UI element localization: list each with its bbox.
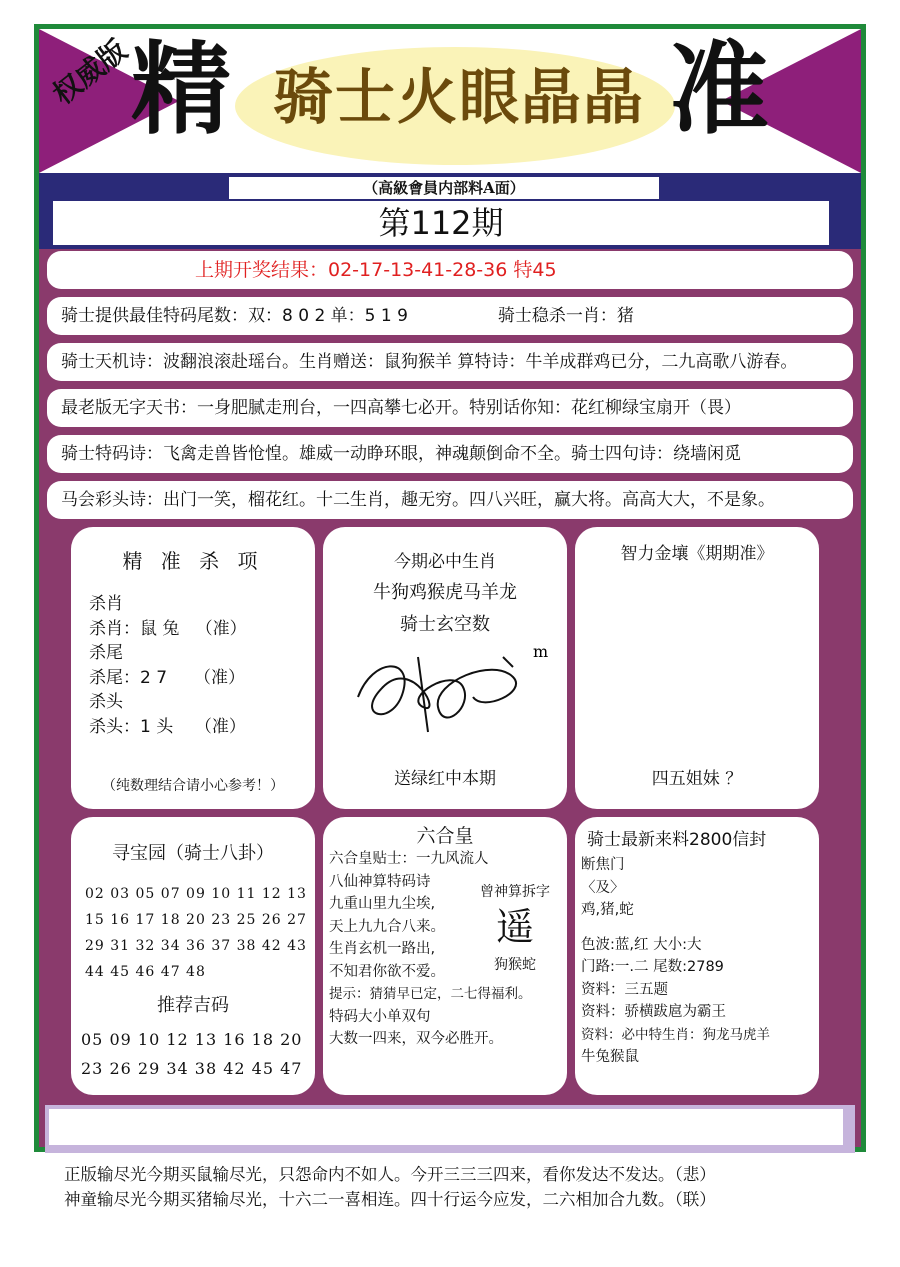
- latest-line: 资料：三五题: [581, 981, 668, 998]
- kill-one-zodiac: 骑士稳杀一肖：猪: [497, 306, 634, 326]
- xuankong-label: 骑士玄空数: [400, 614, 490, 635]
- latest-line: 牛兔猴鼠: [581, 1049, 639, 1065]
- liuhe-line: 特码大小单双句: [329, 1008, 431, 1025]
- recommend-numbers: 05 09 10 12 13 16 18 20 23 26 29 34 38 42 45 47: [81, 1030, 303, 1078]
- chaizi-panel: [469, 881, 561, 974]
- tail-numbers-row: [47, 297, 853, 335]
- latest-box: [575, 817, 819, 1095]
- liuhe-line: 不知君你欲不爱。: [329, 963, 445, 980]
- zhili-title: 智力金壤《期期准》: [620, 544, 774, 564]
- chaizi-char: 遥: [495, 905, 534, 949]
- latest-line: 色波:蓝,红 大小:大: [581, 936, 702, 953]
- latest-spacer: [575, 922, 819, 934]
- liuhe-line: 八仙神算特码诗: [329, 873, 431, 890]
- footer-line: 正版输尽光今期买鼠输尽光，只怨命内不如人。今开三三三四来，看你发达不发达。（悲）: [64, 1165, 716, 1184]
- recommend-title: 推荐吉码: [157, 995, 229, 1016]
- signature-scribble: [343, 637, 553, 737]
- xunbao-box: [71, 817, 315, 1095]
- liuhe-line: 大数一四来，双今必胜开。: [329, 1031, 503, 1047]
- xunbao-title: 寻宝园（骑士八卦）: [112, 843, 274, 864]
- latest-title: 骑士最新来料2800信封: [587, 830, 767, 850]
- subtitle: （高級會員内部料A面）: [229, 177, 659, 199]
- liuhe-line: 九重山里九尘埃,: [329, 896, 436, 912]
- liuhe-line: 生肖玄机一路出,: [329, 941, 436, 957]
- mahui-poem-row: 马会彩头诗：出门一笑，榴花红。十二生肖，趣无穷。四八兴旺，赢大将。高高大大，不是象。: [47, 481, 853, 519]
- bottom-empty-box: [45, 1105, 855, 1153]
- big-char-right: 准: [669, 30, 769, 148]
- liuhe-title: 六合皇: [416, 825, 474, 847]
- latest-line: 资料：必中特生肖：狗龙马虎羊: [581, 1026, 770, 1043]
- kill-line: 杀尾: [89, 643, 123, 663]
- kill-line: 杀尾：2 7 （准）: [89, 667, 246, 688]
- must-hit-zodiacs: 牛狗鸡猴虎马羊龙: [373, 582, 517, 603]
- big-char-left: 精: [131, 30, 231, 148]
- zhili-box: [575, 527, 819, 809]
- kill-line: 杀头：1 头 （准）: [89, 716, 246, 737]
- wuzi-tianshu-row: 最老版无字天书：一身肥腻走刑台，一四高攀七必开。特别话你知：花红柳绿宝扇开（畏）: [47, 389, 853, 427]
- tema-poem-row: 骑士特码诗：飞禽走兽皆怆惶。雄威一动睁环眼，神魂颠倒命不全。骑士四句诗：绕墙闲觅: [47, 435, 853, 473]
- latest-line: 资料：骄横跋扈为霸王: [581, 1004, 726, 1020]
- liuhe-line: 提示：猜猜早已定，二七得福利。: [329, 986, 532, 1002]
- last-result-row: 上期开奖结果：02-17-13-41-28-36 特45: [47, 251, 853, 289]
- issue-number: 第112期: [53, 201, 829, 245]
- liuhe-line: 天上九九合八来。: [329, 918, 445, 935]
- tail-numbers: 骑士提供最佳特码尾数：双：8 0 2 单：5 1 9: [61, 306, 408, 326]
- must-hit-heading: 今期必中生肖: [394, 552, 496, 572]
- zhili-bottom: 四五姐妹 ？: [651, 769, 743, 789]
- kill-line: 杀头: [89, 692, 123, 712]
- tianji-poem-row: 骑士天机诗：波翻浪滚赴瑶台。生肖赠送：鼠狗猴羊 算特诗：牛羊成群鸡已分，二九高歌八游春。: [47, 343, 853, 381]
- chaizi-title: 曾神算拆字: [480, 884, 550, 900]
- svg-text:m: m: [533, 642, 549, 661]
- must-hit-box: [323, 527, 567, 809]
- footer-line: 神童输尽光今期买猪输尽光，十六二一喜相连。四十行运今应发，二六相加合九数。（联）: [64, 1190, 716, 1209]
- latest-line: 〈及〉: [581, 879, 625, 896]
- edition-label: 权威版: [46, 33, 134, 112]
- latest-line: 门路:一.二 尾数:2789: [581, 959, 724, 975]
- chaizi-zodiac: 狗猴蛇: [494, 957, 536, 974]
- must-hit-bottom: 送绿红中本期: [394, 769, 496, 789]
- header-banner: [39, 29, 861, 173]
- liuhe-line: 六合皇贴士：一九风流人: [329, 851, 489, 867]
- main-frame: [34, 24, 866, 1152]
- xunbao-numbers: 02 03 05 07 09 10 11 12 13 15 16 17 18 20 23 25 26 27 29 31 32 34 36 37 38 42 43 44 45 46 47 48: [85, 886, 307, 980]
- bottom-empty-inner: [49, 1109, 843, 1145]
- footer-poems: [64, 1162, 864, 1212]
- kill-items-title: 精 准 杀 项: [122, 549, 264, 573]
- kill-items-box: [71, 527, 315, 809]
- brand-title: 骑士火眼晶晶: [273, 63, 645, 133]
- kill-items-note: （纯数理结合请小心参考！）: [102, 778, 284, 794]
- latest-line: 鸡,猪,蛇: [581, 902, 634, 918]
- liuhe-box: [323, 817, 567, 1095]
- kill-line: 杀肖：鼠 兔 （准）: [89, 618, 247, 639]
- kill-line: 杀肖: [89, 594, 123, 614]
- latest-line: 断焦门: [581, 857, 625, 873]
